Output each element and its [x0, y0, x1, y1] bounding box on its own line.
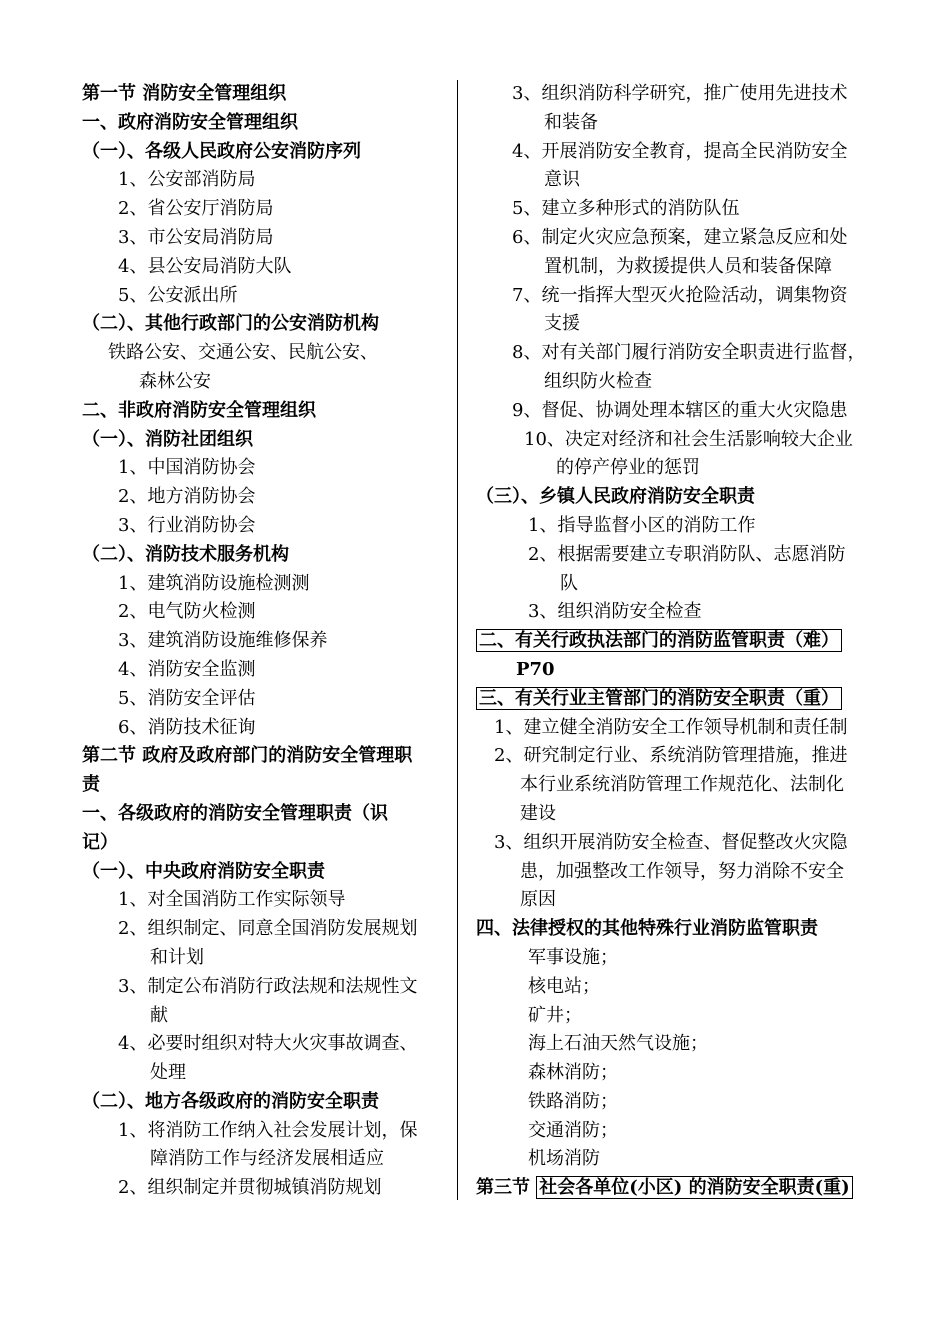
text-line: 9、督促、协调处理本辖区的重大火灾隐患 — [512, 399, 848, 421]
text-line: 军事设施； — [528, 946, 618, 968]
section-3-heading: 第三节 社会各单位(小区) 的消防安全职责(重) — [476, 1174, 916, 1203]
text-line: 4、必要时组织对特大火灾事故调查、 — [118, 1033, 418, 1055]
text-line: 1、将消防工作纳入社会发展计划，保 — [118, 1119, 418, 1141]
heading-line: 一、各级政府的消防安全管理职责（识 — [82, 802, 388, 824]
column-divider — [457, 80, 458, 1200]
page-reference: P70 — [516, 658, 555, 680]
text-line: 置机制，为救援提供人员和装备保障 — [544, 255, 832, 277]
text-line: 障消防工作与经济发展相适应 — [150, 1148, 384, 1170]
heading-line: （二）、地方各级政府的消防安全职责 — [82, 1090, 379, 1112]
heading-line: （一）、消防社团组织 — [82, 428, 253, 450]
text-line: 4、县公安局消防大队 — [118, 255, 292, 277]
text-line: 2、组织制定、同意全国消防发展规划 — [118, 918, 418, 940]
heading-line: 记） — [82, 831, 118, 853]
left-column — [82, 80, 450, 1203]
text-line: 1、中国消防协会 — [118, 457, 256, 479]
text-line: 本行业系统消防管理工作规范化、法制化 — [520, 774, 844, 796]
text-line: 5、公安派出所 — [118, 284, 238, 306]
text-line: 1、建立健全消防安全工作领导机制和责任制 — [494, 716, 848, 738]
text-line: 的停产停业的惩罚 — [556, 457, 700, 479]
text-line: 10、决定对经济和社会生活影响较大企业 — [524, 428, 853, 450]
text-line: 机场消防 — [528, 1148, 600, 1170]
text-line: 5、建立多种形式的消防队伍 — [512, 198, 740, 220]
text-line: 3、建筑消防设施维修保养 — [118, 630, 328, 652]
heading-line: 责 — [82, 774, 100, 796]
text-line: 2、电气防火检测 — [118, 601, 256, 623]
text-line: 建设 — [520, 802, 556, 824]
text-line: 献 — [150, 1004, 168, 1026]
heading-line: 二、非政府消防安全管理组织 — [82, 399, 316, 421]
text-line: 2、省公安厅消防局 — [118, 198, 274, 220]
text-line: 森林公安 — [139, 370, 211, 392]
text-line: 处理 — [150, 1062, 186, 1084]
text-line: 3、行业消防协会 — [118, 514, 256, 536]
right-column — [476, 80, 916, 1203]
text-line: 1、公安部消防局 — [118, 169, 256, 191]
text-line: 2、组织制定并贯彻城镇消防规划 — [118, 1177, 382, 1199]
text-line: 5、消防安全评估 — [118, 687, 256, 709]
heading-line: 四、法律授权的其他特殊行业消防监管职责 — [476, 918, 818, 940]
text-line: 患，加强整改工作领导，努力消除不安全 — [520, 860, 844, 882]
text-line: 铁路公安、交通公安、民航公安、 — [108, 342, 378, 364]
text-line: 和装备 — [544, 111, 598, 133]
heading-line: （三）、乡镇人民政府消防安全职责 — [476, 486, 755, 508]
text-line: 7、统一指挥大型灭火抢险活动，调集物资 — [512, 284, 848, 306]
text-line: 1、建筑消防设施检测测 — [118, 572, 310, 594]
text-line: 3、组织消防科学研究，推广使用先进技术 — [512, 83, 848, 104]
text-line: 支援 — [544, 313, 580, 335]
heading-line: （二）、消防技术服务机构 — [82, 543, 289, 565]
text-line: 6、制定火灾应急预案，建立紧急反应和处 — [512, 226, 848, 248]
text-line: 1、指导监督小区的消防工作 — [528, 514, 756, 536]
text-line: 4、开展消防安全教育，提高全民消防安全 — [512, 140, 848, 162]
text-line: 意识 — [544, 169, 580, 191]
text-line: 2、根据需要建立专职消防队、志愿消防 — [528, 543, 846, 565]
heading-line: （二）、其他行政部门的公安消防机构 — [82, 313, 379, 335]
text-line: 3、组织开展消防安全检查、督促整改火灾隐 — [494, 831, 848, 853]
heading-line: 第二节 政府及政府部门的消防安全管理职 — [82, 745, 413, 767]
text-line: 3、组织消防安全检查 — [528, 601, 702, 623]
boxed-heading-industry: 三、有关行业主管部门的消防安全职责（重） — [476, 685, 916, 714]
text-line: 铁路消防； — [528, 1090, 618, 1112]
boxed-heading-enforcement: 二、有关行政执法部门的消防监管职责（难） — [476, 627, 916, 656]
heading-line: （一）、中央政府消防安全职责 — [82, 860, 325, 882]
text-line: 和计划 — [150, 946, 204, 968]
text-line: 3、市公安局消防局 — [118, 226, 274, 248]
text-line: 海上石油天然气设施； — [528, 1033, 708, 1055]
text-line: 8、对有关部门履行消防安全职责进行监督， — [512, 342, 866, 364]
text-line: 队 — [560, 572, 578, 594]
text-line: 6、消防技术征询 — [118, 716, 256, 738]
text-line: 1、对全国消防工作实际领导 — [118, 889, 346, 911]
heading-line: 第一节 消防安全管理组织 — [82, 83, 287, 104]
text-line: 矿井； — [528, 1004, 582, 1026]
text-line: 组织防火检查 — [544, 370, 652, 392]
text-line: 2、研究制定行业、系统消防管理措施，推进 — [494, 745, 848, 767]
heading-line: （一）、各级人民政府公安消防序列 — [82, 140, 361, 162]
text-line: 原因 — [520, 889, 556, 911]
text-line: 4、消防安全监测 — [118, 658, 256, 680]
text-line: 交通消防； — [528, 1119, 618, 1141]
text-line: 3、制定公布消防行政法规和法规性文 — [118, 975, 418, 997]
text-line: 森林消防； — [528, 1062, 618, 1084]
text-line: 核电站； — [528, 975, 600, 997]
text-line: 2、地方消防协会 — [118, 486, 256, 508]
heading-line: 一、政府消防安全管理组织 — [82, 111, 298, 133]
